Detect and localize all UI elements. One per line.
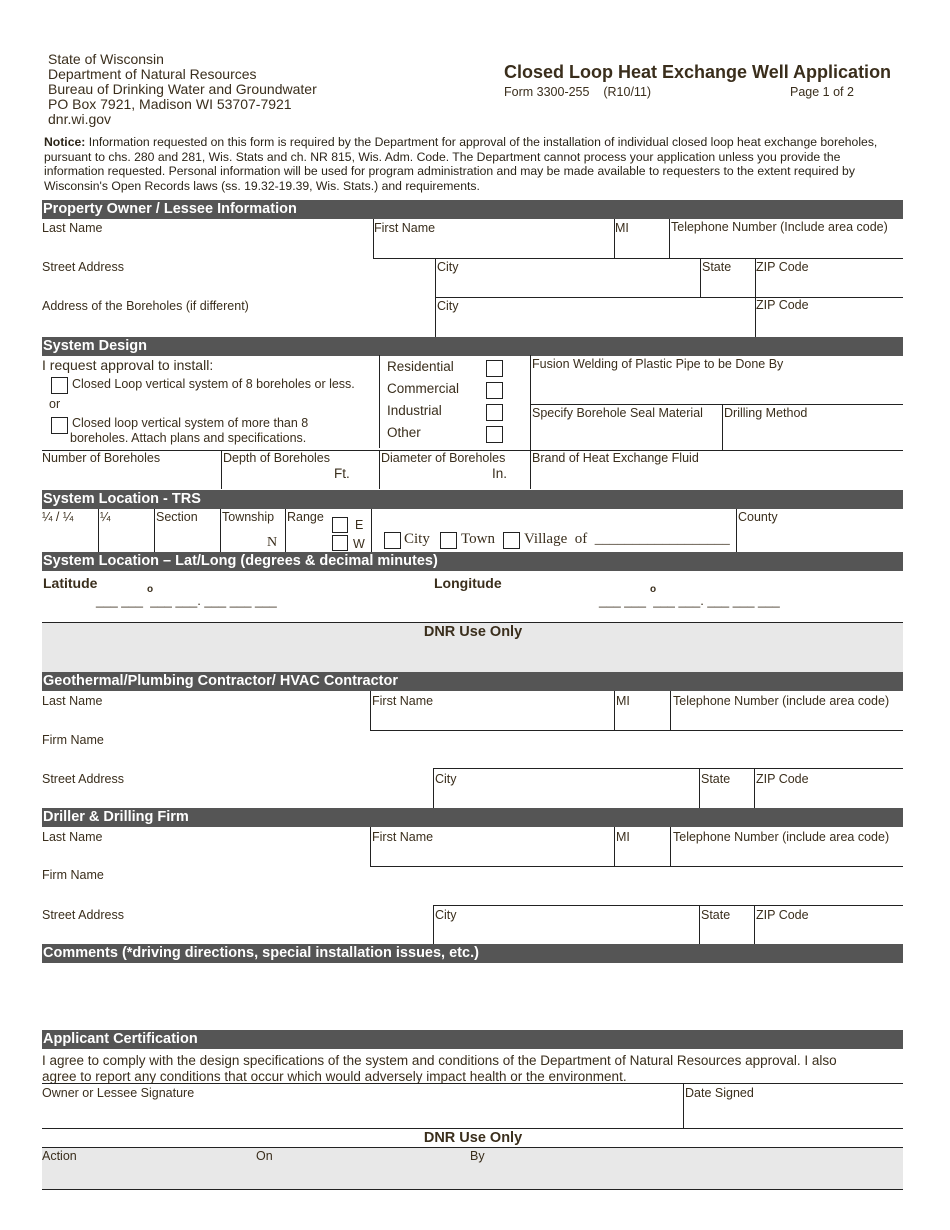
village-checkbox[interactable] <box>503 532 520 549</box>
driller-street-label: Street Address <box>42 908 124 922</box>
dnr-by-label: By <box>470 1149 485 1163</box>
town-label: Town <box>461 531 495 547</box>
driller-state-label: State <box>701 908 731 922</box>
agency-line: Bureau of Drinking Water and Groundwater <box>48 81 317 97</box>
agency-line: Department of Natural Resources <box>48 66 257 82</box>
type-other-label: Other <box>387 425 421 440</box>
divider <box>754 905 755 944</box>
contractor-section-header: Geothermal/Plumbing Contractor/ HVAC Contractor <box>42 672 903 691</box>
comments-area[interactable] <box>42 964 903 1030</box>
dnr-use-title: DNR Use Only <box>423 1130 523 1146</box>
range-west-checkbox[interactable] <box>332 535 348 551</box>
notice-text: Information requested on this form is required by the Department for approval of the installation of individual closed loop heat exchange boreholes, <box>88 135 878 149</box>
contractor-city-label: City <box>435 772 457 786</box>
certification-text <box>42 1053 837 1085</box>
city-checkbox[interactable] <box>384 532 401 549</box>
divider <box>371 509 372 552</box>
trs-township-label: Township <box>222 510 275 524</box>
divider <box>614 691 615 730</box>
agency-block <box>48 52 317 127</box>
divider <box>42 1083 903 1084</box>
seal-label: Specify Borehole Seal Material <box>532 406 703 420</box>
driller-zip-label: ZIP Code <box>756 908 809 922</box>
option-large-system-label: Closed loop vertical system of more than 8 <box>72 416 309 430</box>
option-large-system-label: boreholes. Attach plans and specifications. <box>70 431 307 445</box>
owner-section-header: Property Owner / Lessee Information <box>42 200 903 219</box>
type-residential-label: Residential <box>387 359 454 374</box>
divider <box>614 219 615 258</box>
divider <box>754 768 755 808</box>
num-boreholes-label: Number of Boreholes <box>42 451 161 465</box>
divider <box>42 1147 903 1148</box>
contractor-state-label: State <box>701 772 731 786</box>
notice <box>44 135 877 193</box>
divider <box>435 258 436 297</box>
divider <box>669 219 670 258</box>
divider <box>670 827 671 866</box>
form-number: Form 3300-255 (R10/11) <box>504 85 652 99</box>
option-small-system-label: Closed Loop vertical system of 8 boreholes or less. <box>72 377 355 391</box>
divider <box>530 404 903 405</box>
contractor-first-name-label: First Name <box>372 694 434 708</box>
agency-line: dnr.wi.gov <box>48 111 112 127</box>
divider <box>370 866 903 867</box>
latitude-label: Latitude <box>43 575 98 591</box>
driller-last-name-label: Last Name <box>42 830 103 844</box>
divider <box>379 450 380 489</box>
village-label: Village of __________________ <box>524 531 730 547</box>
notice-text: pursuant to chs. 280 and 281, Wis. Stats and ch. NR 815, Wis. Adm. Code. The Department cannot process your application unless you provide the <box>44 149 841 164</box>
drilling-method-label: Drilling Method <box>724 406 808 420</box>
fluid-label: Brand of Heat Exchange Fluid <box>532 451 699 465</box>
contractor-firm-label: Firm Name <box>42 733 104 747</box>
range-east-checkbox[interactable] <box>332 517 348 533</box>
contractor-last-name-label: Last Name <box>42 694 103 708</box>
notice-text: information requested. Personal information will be used for program administration and may be made available to requesters to the extent required by <box>44 164 855 178</box>
request-label: I request approval to install: <box>42 357 214 373</box>
divider <box>370 730 903 731</box>
range-west-label: W <box>353 537 365 551</box>
owner-phone-label: Telephone Number (Include area code) <box>671 220 888 234</box>
divider <box>370 827 371 866</box>
diameter-unit: In. <box>492 466 508 481</box>
divider <box>42 622 903 623</box>
dnr-use-title: DNR Use Only <box>423 624 523 640</box>
page-number: Page 1 of 2 <box>790 85 854 99</box>
dnr-action-label: Action <box>42 1149 77 1163</box>
contractor-phone-label: Telephone Number (include area code) <box>673 694 890 708</box>
divider <box>285 509 286 552</box>
divider <box>221 450 222 489</box>
owner-street-label: Street Address <box>42 260 124 274</box>
divider <box>373 258 903 259</box>
longitude-input-blanks[interactable]: ___ ___ ___ ___. ___ ___ ___ <box>599 593 780 608</box>
divider <box>614 827 615 866</box>
driller-first-name-label: First Name <box>372 830 434 844</box>
borehole-zip-label: ZIP Code <box>756 298 809 312</box>
contractor-mi-label: MI <box>616 694 630 708</box>
town-checkbox[interactable] <box>440 532 457 549</box>
depth-unit: Ft. <box>334 466 350 481</box>
certification-section-header: Applicant Certification <box>42 1030 903 1049</box>
trs-section-header: System Location - TRS <box>42 490 903 509</box>
divider <box>42 1189 903 1190</box>
borehole-address-label: Address of the Boreholes (if different) <box>42 299 249 313</box>
type-residential-checkbox[interactable] <box>486 360 503 377</box>
comments-section-header: Comments (*driving directions, special installation issues, etc.) <box>42 944 903 963</box>
divider <box>433 768 434 808</box>
divider <box>700 258 701 297</box>
owner-zip-label: ZIP Code <box>756 260 809 274</box>
divider <box>433 905 434 944</box>
latlong-section-header: System Location – Lat/Long (degrees & decimal minutes) <box>42 552 903 571</box>
diameter-label: Diameter of Boreholes <box>381 451 506 465</box>
option-large-system-checkbox[interactable] <box>51 417 68 434</box>
divider <box>433 905 903 906</box>
signature-label: Owner or Lessee Signature <box>42 1086 195 1100</box>
county-label: County <box>738 510 778 524</box>
longitude-label: Longitude <box>434 575 502 591</box>
city-label: City <box>404 531 430 547</box>
contractor-zip-label: ZIP Code <box>756 772 809 786</box>
design-section-header: System Design <box>42 337 903 356</box>
latitude-degree-symbol: o <box>147 584 154 595</box>
type-industrial-checkbox[interactable] <box>486 404 503 421</box>
dnr-on-label: On <box>256 1149 273 1163</box>
divider <box>755 258 756 297</box>
owner-last-name-label: Last Name <box>42 221 103 235</box>
borehole-city-label: City <box>437 299 459 313</box>
depth-label: Depth of Boreholes <box>223 451 331 465</box>
latitude-input-blanks[interactable]: ___ ___ ___ ___. ___ ___ ___ <box>96 593 277 608</box>
divider <box>755 297 756 337</box>
owner-mi-label: MI <box>615 221 629 235</box>
owner-state-label: State <box>702 260 732 274</box>
trs-range-label: Range <box>287 510 324 524</box>
type-industrial-label: Industrial <box>387 403 442 418</box>
divider <box>220 509 221 552</box>
certification-line: I agree to comply with the design specifications of the system and conditions of the Department of Natural Resources approval. I also <box>42 1053 837 1068</box>
type-commercial-checkbox[interactable] <box>486 382 503 399</box>
trs-north-label: N <box>267 535 278 550</box>
driller-section-header: Driller & Drilling Firm <box>42 808 903 827</box>
trs-qq-label: ¼ / ¼ <box>42 510 74 524</box>
owner-first-name-label: First Name <box>374 221 436 235</box>
divider <box>435 297 436 337</box>
divider <box>722 404 723 450</box>
type-commercial-label: Commercial <box>387 381 460 396</box>
divider <box>670 691 671 730</box>
divider <box>42 1128 903 1129</box>
divider <box>683 1083 684 1128</box>
owner-city-label: City <box>437 260 459 274</box>
longitude-degree-symbol: o <box>650 584 657 595</box>
agency-line: State of Wisconsin <box>48 51 164 67</box>
driller-phone-label: Telephone Number (include area code) <box>673 830 890 844</box>
form-title: Closed Loop Heat Exchange Well Application <box>504 62 892 82</box>
divider <box>699 905 700 944</box>
divider <box>433 768 903 769</box>
driller-firm-label: Firm Name <box>42 868 104 882</box>
driller-mi-label: MI <box>616 830 630 844</box>
contractor-street-label: Street Address <box>42 772 124 786</box>
type-other-checkbox[interactable] <box>486 426 503 443</box>
agency-line: PO Box 7921, Madison WI 53707-7921 <box>48 96 292 112</box>
or-label: or <box>49 397 61 411</box>
divider <box>736 509 737 552</box>
notice-text: Wisconsin's Open Records laws (ss. 19.32-19.39, Wis. Stats.) and requirements. <box>44 178 480 193</box>
divider <box>154 509 155 552</box>
fusion-label: Fusion Welding of Plastic Pipe to be Done By <box>532 357 784 371</box>
divider <box>699 768 700 808</box>
date-signed-label: Date Signed <box>685 1086 754 1100</box>
notice-label: Notice: <box>44 135 86 149</box>
certification-line: agree to report any conditions that occur which would adversely impact health or the environment. <box>42 1069 627 1084</box>
divider <box>370 691 371 730</box>
range-east-label: E <box>355 518 364 532</box>
divider <box>530 355 531 489</box>
trs-q-label: ¼ <box>100 510 111 524</box>
divider <box>373 219 374 258</box>
divider <box>379 355 380 448</box>
option-small-system-checkbox[interactable] <box>51 377 68 394</box>
driller-city-label: City <box>435 908 457 922</box>
divider <box>98 509 99 552</box>
divider <box>435 297 903 298</box>
trs-section-label: Section <box>156 510 198 524</box>
